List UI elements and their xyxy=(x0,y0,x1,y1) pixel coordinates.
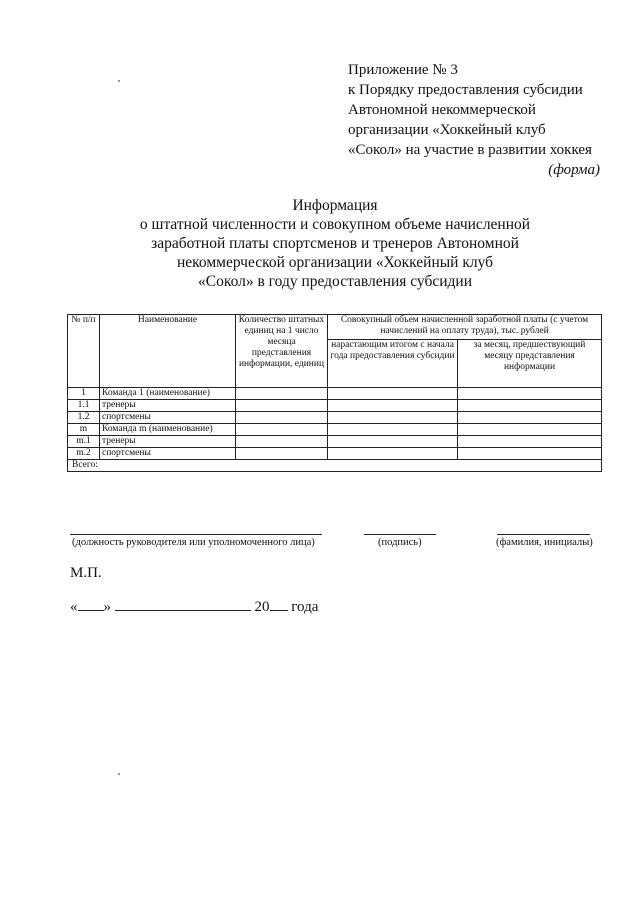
year-prefix: 20 xyxy=(254,599,270,615)
cell-prev-month[interactable] xyxy=(458,400,602,412)
scan-speck xyxy=(118,80,120,82)
table-header-row xyxy=(68,315,602,340)
cell-count[interactable] xyxy=(236,436,328,448)
staffing-table xyxy=(67,314,602,472)
table-row xyxy=(68,400,602,412)
appendix-line: Автономной некоммерческой xyxy=(348,102,536,118)
month-blank[interactable] xyxy=(115,597,251,611)
row-name: тренеры xyxy=(100,436,236,448)
appendix-line: Приложение № 3 xyxy=(348,62,458,78)
row-num: 1 xyxy=(68,388,100,400)
cell-cumulative[interactable] xyxy=(328,412,458,424)
document-title xyxy=(100,196,570,291)
year-suffix: года xyxy=(291,599,319,615)
stamp-label: М.П. xyxy=(70,565,102,581)
cell-cumulative[interactable] xyxy=(328,388,458,400)
date-line xyxy=(70,597,318,616)
appendix-line: организации «Хоккейный клуб xyxy=(348,122,546,138)
title-line: некоммерческой организации «Хоккейный клуб xyxy=(176,254,494,271)
table-row xyxy=(68,412,602,424)
title-line: заработной платы спортсменов и тренеров Автономной xyxy=(151,235,519,252)
cell-cumulative[interactable] xyxy=(328,448,458,460)
row-name: Команда 1 (наименование) xyxy=(100,388,236,400)
day-blank[interactable] xyxy=(78,597,104,611)
name-caption: (фамилия, инициалы) xyxy=(496,537,593,548)
scan-speck xyxy=(118,773,120,775)
row-name: спортсмены xyxy=(100,448,236,460)
row-name: тренеры xyxy=(100,400,236,412)
row-num: 1.2 xyxy=(68,412,100,424)
cell-count[interactable] xyxy=(236,448,328,460)
open-quote: « xyxy=(70,599,78,615)
cell-cumulative[interactable] xyxy=(328,424,458,436)
appendix-heading xyxy=(348,60,608,180)
row-num: m xyxy=(68,424,100,436)
year-blank[interactable] xyxy=(270,597,288,611)
header-name: Наименование xyxy=(100,315,236,388)
row-name: Команда m (наименование) xyxy=(100,424,236,436)
title-line: Информация xyxy=(292,197,378,214)
table-row xyxy=(68,448,602,460)
form-label: (форма) xyxy=(548,162,600,178)
signature-line[interactable] xyxy=(364,534,436,535)
position-caption: (должность руководителя или уполномоченного лица) xyxy=(72,537,315,548)
table-row xyxy=(68,388,602,400)
cell-prev-month[interactable] xyxy=(458,424,602,436)
header-count: Количество штатных единиц на 1 число месяца представления информации, единиц xyxy=(236,315,328,388)
cell-count[interactable] xyxy=(236,400,328,412)
row-num: 1.1 xyxy=(68,400,100,412)
table-row xyxy=(68,424,602,436)
total-label: Всего: xyxy=(68,460,602,472)
cell-count[interactable] xyxy=(236,412,328,424)
header-num: № п/п xyxy=(68,315,100,388)
appendix-line: к Порядку предоставления субсидии xyxy=(348,82,583,98)
cell-prev-month[interactable] xyxy=(458,388,602,400)
table-total-row xyxy=(68,460,602,472)
cell-prev-month[interactable] xyxy=(458,436,602,448)
header-prev-month: за месяц, предшествующий месяцу представления информации xyxy=(458,340,602,388)
row-num: m.2 xyxy=(68,448,100,460)
title-line: о штатной численности и совокупном объеме начисленной xyxy=(139,216,531,233)
row-name: спортсмены xyxy=(100,412,236,424)
cell-cumulative[interactable] xyxy=(328,436,458,448)
cell-count[interactable] xyxy=(236,424,328,436)
title-line: «Сокол» в году предоставления субсидии xyxy=(197,273,472,290)
position-signature-line[interactable] xyxy=(70,534,322,535)
cell-prev-month[interactable] xyxy=(458,448,602,460)
header-cumulative: нарастающим итогом с начала года предоставления субсидии xyxy=(328,340,458,388)
appendix-line: «Сокол» на участие в развитии хоккея xyxy=(348,142,592,158)
cell-cumulative[interactable] xyxy=(328,400,458,412)
signature-caption: (подпись) xyxy=(378,537,422,548)
close-quote: » xyxy=(103,599,111,615)
row-num: m.1 xyxy=(68,436,100,448)
cell-count[interactable] xyxy=(236,388,328,400)
header-total-salary: Совокупный объем начисленной заработной платы (с учетом начислений на оплату труда), тыс. рублей xyxy=(328,315,602,340)
cell-prev-month[interactable] xyxy=(458,412,602,424)
table-row xyxy=(68,436,602,448)
name-signature-line[interactable] xyxy=(497,534,590,535)
